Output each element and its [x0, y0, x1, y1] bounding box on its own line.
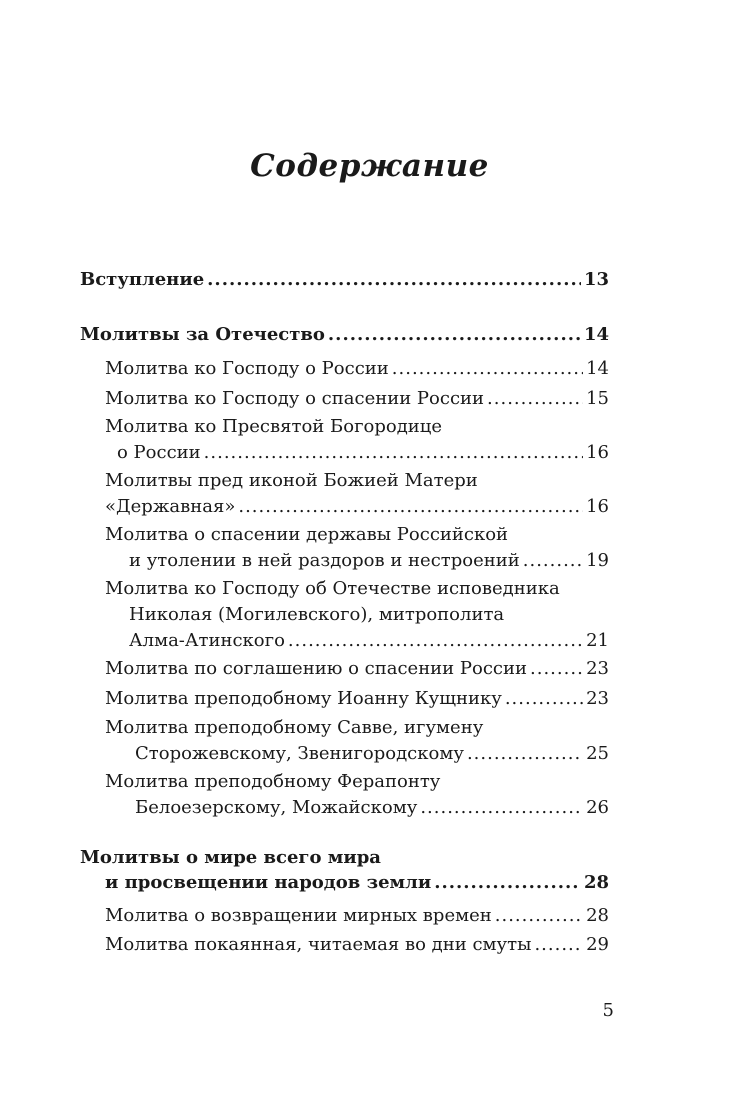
toc-entry-title: Молитва по соглашению о спасении России: [105, 658, 528, 679]
toc-page-number: 23: [586, 658, 609, 679]
leader-dots: [467, 741, 583, 767]
toc-line: [135, 741, 609, 767]
leader-dots: [434, 870, 581, 896]
toc-entry-title: Вступление: [80, 269, 205, 290]
toc-line: [80, 267, 609, 293]
leader-dots: [392, 356, 583, 382]
toc-entry-title-cont: и утолении в ней раздоров и нестроений: [129, 550, 520, 571]
toc-entry-title: Молитва ко Господу об Отечестве исповедника: [105, 578, 560, 599]
toc-entry-title-cont: Сторожевскому, Звенигородскому: [135, 743, 464, 764]
toc-entry-title: Молитва ко Господу о спасении России: [105, 388, 485, 409]
leader-dots: [288, 628, 583, 654]
toc-entry-title: Молитва преподобному Савве, игумену: [105, 717, 484, 738]
toc-entry-title: Молитвы о мире всего мира: [80, 847, 381, 868]
leader-dots: [207, 267, 581, 293]
leader-dots: [238, 494, 583, 520]
toc-line: [105, 656, 609, 682]
leader-dots: [420, 795, 583, 821]
toc-page-number: 13: [583, 269, 609, 290]
toc-page-number: 23: [586, 688, 609, 709]
toc-line: [129, 548, 609, 574]
toc-page-number: 26: [586, 797, 609, 818]
toc-entry-title: Молитвы пред иконой Божией Матери: [105, 470, 478, 491]
toc-page-number: 14: [583, 324, 609, 345]
toc-page-number: 28: [583, 872, 609, 893]
leader-dots: [495, 903, 583, 929]
toc-page-number: 16: [586, 496, 609, 517]
toc-entry-title: Молитва покаянная, читаемая во дни смуты: [105, 934, 532, 955]
page-number: 5: [602, 1000, 614, 1021]
page-title: Содержание: [250, 148, 489, 184]
toc-entry-title-cont: Николая (Могилевского), митрополита: [129, 604, 505, 625]
toc-page-number: 15: [586, 388, 609, 409]
leader-dots: [328, 322, 581, 348]
toc-line: [80, 322, 609, 348]
toc-page-number: 21: [586, 630, 609, 651]
toc-entry-title-cont: и просвещении народов земли: [105, 872, 432, 893]
leader-dots: [505, 686, 583, 712]
toc-entry-title-cont: Алма-Атинского: [129, 630, 285, 651]
toc-entry-title: Молитвы за Отечество: [80, 324, 325, 345]
toc-entry-title-cont: о России: [117, 442, 201, 463]
toc-entry-title: Молитва преподобному Ферапонту: [105, 771, 441, 792]
toc-entry-title: Молитва ко Пресвятой Богородице: [105, 416, 443, 437]
leader-dots: [487, 386, 583, 412]
leader-dots: [530, 656, 583, 682]
leader-dots: [204, 440, 583, 466]
toc-page-number: 25: [586, 743, 609, 764]
toc-line: [105, 932, 609, 958]
toc-page-number: 16: [586, 442, 609, 463]
toc-entry-title-cont: Белоезерскому, Можайскому: [135, 797, 418, 818]
toc-entry-title: Молитва преподобному Иоанну Кущнику: [105, 688, 502, 709]
toc-entry-title-cont: «Державная»: [105, 496, 236, 517]
toc-entry-title: Молитва о спасении державы Российской: [105, 524, 509, 545]
toc-line: [135, 795, 609, 821]
toc-line: [105, 356, 609, 382]
toc-page-number: 19: [586, 550, 609, 571]
toc-entry-title: Молитва о возвращении мирных времен: [105, 905, 492, 926]
toc-line: [105, 870, 609, 896]
leader-dots: [534, 932, 583, 958]
toc-line: [117, 440, 609, 466]
toc-line: [105, 686, 609, 712]
toc-line: [105, 386, 609, 412]
leader-dots: [523, 548, 583, 574]
toc-page-number: 28: [586, 905, 609, 926]
toc-page-number: 29: [586, 934, 609, 955]
toc-line: [129, 628, 609, 654]
toc-entry-title: Молитва ко Господу о России: [105, 358, 389, 379]
toc-page-number: 14: [586, 358, 609, 379]
toc-line: [105, 494, 609, 520]
toc-line: [105, 903, 609, 929]
